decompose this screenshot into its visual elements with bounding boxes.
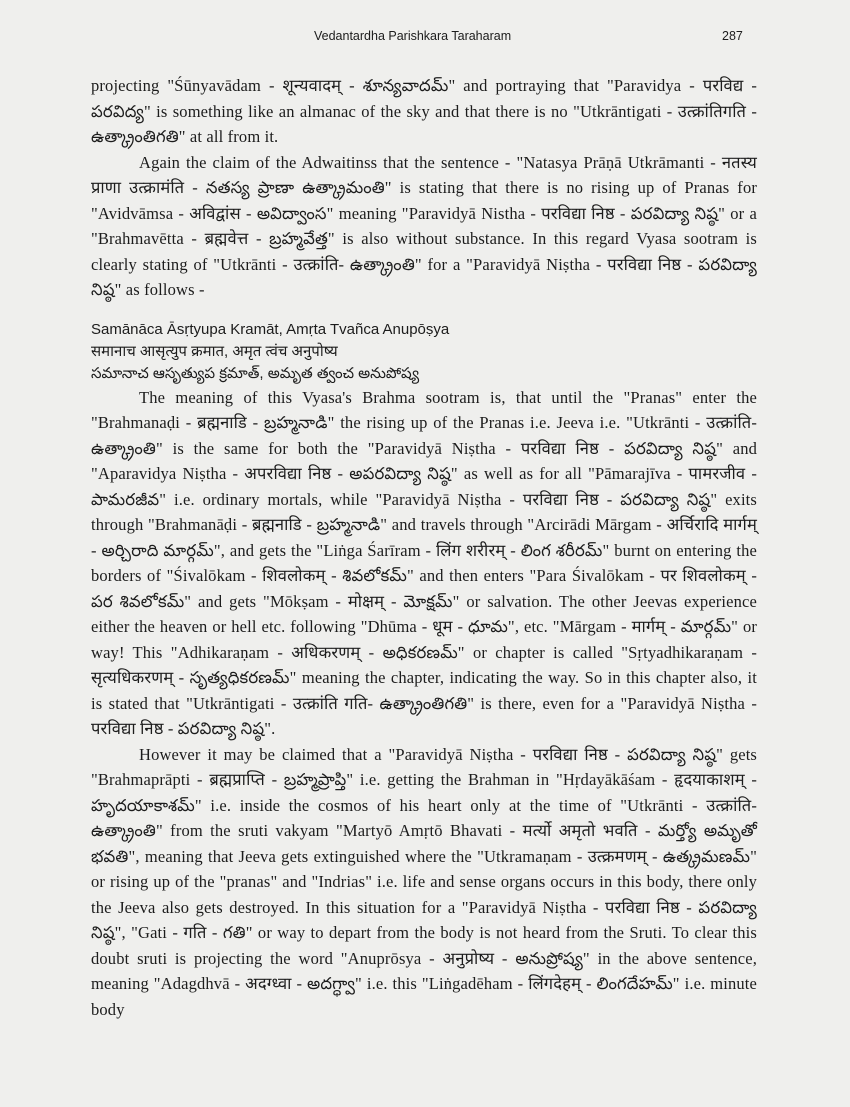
page-body (91, 73, 757, 1022)
running-title: Vedantardha Parishkara Taraharam (314, 29, 512, 43)
paragraph-4: However it may be claimed that a "Paravidyā Niṣtha - परविद्या निष्ठ - పరవిద్యా నిష్ఠ" gets "Brahmaprāpti - ब्रह्मप्राप्ति - బ్రహ్మప్రాప్తి" i.e. getting the Brahman in "Hṛdayākāśam - हृदयाकाशम् - హృదయాకాశమ్" i.e. inside the cosmos of his heart only at the time of "Utkrānti - उत्क्रांति- ఉత్క్రాంతి" from the sruti vakyam "Martyō Amṛtō Bhavati - मर्त्यो अमृतो भवति - మర్త్యో అమృతో భవతి", meaning that Jeeva gets extinguished where the "Utkramaṇam - उत्क्रमणम् - ఉత్క్రమణమ్" or rising up of the "pranas" and "Indrias" i.e. life and sense organs occurs in this body, there only the Jeeva also gets destroyed. In this situation for a "Paravidyā Niṣtha - परविद्या निष्ठ - పరవిద్యా నిష్ఠ", "Gati - गति - గతి" or way to depart from the body is not heard from the Sruti. To clear this doubt sruti is projecting the word "Anuprōsya - अनुप्रोष्य - అనుప్రోష్య" in the above sentence, meaning "Adagdhvā - अदग्ध्वा - అదగ్ధ్వా" i.e. this "Liṅgadēham - लिंगदेहम् - లింగదేహమ్" i.e. minute body (91, 744, 757, 1019)
paragraph-1: projecting "Śūnyavādam - शून्यवादम् - శూన్యవాదమ్" and portraying that "Paravidya - परविद्य - పరవిద్య" is something like an almanac of the sky and that there is no "Utkrāntigati - उत्क्रांतिगति - ఉత్క్రాంతిగతి" at all from it. (91, 76, 757, 146)
sutra-telugu: సమానాచ ఆసృత్యుప క్రమాత్, అమృత త్వంచ అనుపోష్య (91, 364, 420, 382)
sutra-devanagari: समानाच आसृत्युप क्रमात, अमृत त्वंच अनुपोष्य (91, 342, 338, 360)
page-number: 287 (722, 29, 743, 43)
sutra-block (91, 319, 757, 385)
page-header (0, 29, 850, 47)
paragraph-2: Again the claim of the Adwaitinss that the sentence - "Natasya Prāṇā Utkrāmanti - नतस्य प्राणा उत्क्रामंति - నతస్య ప్రాణా ఉత్క్రామంతి" is stating that there is no rising up of Pranas for "Avidvāmsa - अविद्वांस - అవిద్వాంస" meaning "Paravidyā Nistha - परविद्या निष्ठ - పరవిద్యా నిష్ఠ" or a "Brahmavētta - ब्रह्मवेत्त - బ్రహ్మవేత్త" is also without substance. In this regard Vyasa sootram is clearly stating of "Utkrānti - उत्क्रांति- ఉత్క్రాంతి" for a "Paravidyā Niṣtha - परविद्या निष्ठ - పరవిద్యా నిష్ఠ" as follows - (91, 152, 757, 299)
sutra-transliteration: Samānāca Āsṛtyupa Kramāt, Amṛta Tvañca Anupōṣya (91, 320, 450, 338)
paragraph-3: The meaning of this Vyasa's Brahma sootram is, that until the "Pranas" enter the "Brahmanaḍi - ब्रह्मनाडि - బ్రహ్మనాడి" the rising up of the Pranas i.e. Jeeva i.e. "Utkrānti - उत्क्रांति- ఉత్క్రాంతి" is the same for both the "Paravidyā Niṣtha - परविद्या निष्ठ - పరవిద్యా నిష్ఠ" and "Aparavidya Niṣtha - अपरविद्या निष्ठ - అపరవిద్యా నిష్ఠ" as well as for all "Pāmarajīva - पामरजीव - పామరజీవ" i.e. ordinary mortals, while "Paravidyā Niṣtha - परविद्या निष्ठ - పరవిద్యా నిష్ఠ" exits through "Brahmanāḍi - ब्रह्मनाडि - బ్రహ్మనాడి" and travels through "Arcirādi Mārgam - अर्चिरादि मार्गम् - అర్చిరాది మార్గమ్", and gets the "Liṅga Śarīram - लिंग शरीरम् - లింగ శరీరమ్" burnt on entering the borders of "Śivalōkam - शिवलोकम् - శివలోకమ్" and then enters "Para Śivalōkam - पर शिवलोकम् - పర శివలోకమ్" and gets "Mōkṣam - मोक्षम् - మోక్షమ్" or salvation. The other Jeevas experience either the heaven or hell etc. following "Dhūma - धूम - ధూమ", etc. "Mārgam - मार्गम् - మార్గమ్" or way! This "Adhikaraṇam - अधिकरणम् - అధికరణమ్" or chapter is called "Sṛtyadhikaraṇam - सृत्यधिकरणम् - సృత్యధికరణమ్" meaning the chapter, indicating the way. So in this chapter also, it is stated that "Utkrāntigati - उत्क्रांति गति- ఉత్క్రాంతిగతి" is there, even for a "Paravidyā Niṣtha - परविद्या निष्ठ - పరవిద్యా నిష్ఠ". (91, 387, 757, 738)
